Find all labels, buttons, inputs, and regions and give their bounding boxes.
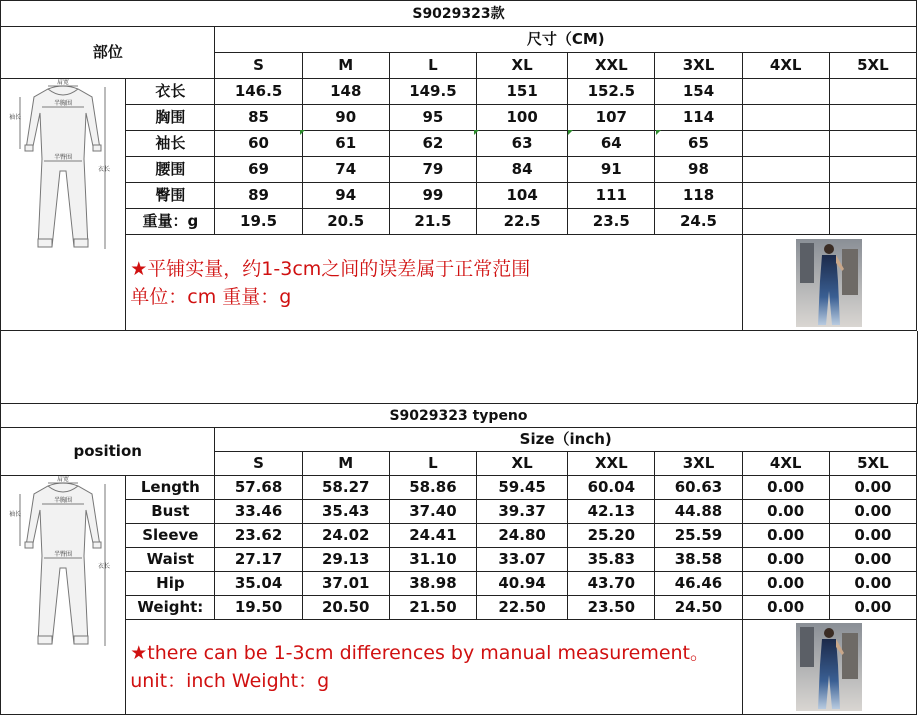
cell: 0.00 [742,524,829,548]
table-row [1,500,917,524]
row-label: 腰围 [126,157,215,183]
note-line-1: ★平铺实量，约1-3cm之间的误差属于正常范围 [130,257,531,280]
diagram-label-bust: 半胸围 [54,100,73,107]
cell: 0.00 [829,500,916,524]
cell: 0.00 [829,572,916,596]
cell: 20.5 [302,209,389,235]
cell: 99 [389,183,476,209]
row-label: 臀围 [126,183,215,209]
note-cell [126,235,742,331]
size-label: M [302,53,389,79]
cell: 46.46 [655,572,742,596]
cell: 35.04 [215,572,302,596]
cell [742,157,829,183]
jumpsuit-diagram-icon [8,79,118,259]
table-row [1,596,917,620]
cell: 23.62 [215,524,302,548]
cell: 148 [302,79,389,105]
size-label: 5XL [829,53,916,79]
cell: 24.80 [477,524,568,548]
cell: 74 [302,157,389,183]
size-header: Size（inch) [215,428,917,452]
garment-diagram-cell [1,476,126,715]
table-row [1,79,917,105]
size-label: XXL [568,53,655,79]
cell: 22.50 [477,596,568,620]
cell: 118 [655,183,742,209]
cell: 37.40 [389,500,476,524]
cell: 22.5 [477,209,568,235]
cell: 69 [215,157,302,183]
garment-diagram-cell [1,79,126,331]
cell: 62 [389,131,476,157]
cell: 23.50 [568,596,655,620]
cell: 60.63 [655,476,742,500]
cell: 149.5 [389,79,476,105]
cell: 154 [655,79,742,105]
cell: 0.00 [742,500,829,524]
size-label: L [389,452,476,476]
cell: 151 [477,79,568,105]
cell: 39.37 [477,500,568,524]
diagram-label-shoulder: 肩宽 [57,476,70,483]
cell [829,209,916,235]
cell: 0.00 [742,596,829,620]
cell: 61 [302,131,389,157]
size-label: XL [477,452,568,476]
cell: 33.07 [477,548,568,572]
cell: 90 [302,105,389,131]
row-label: Bust [126,500,215,524]
cell [742,131,829,157]
cell: 94 [302,183,389,209]
table-title: S9029323 typeno [1,404,917,428]
cell: 31.10 [389,548,476,572]
table-row [1,183,917,209]
cell [742,183,829,209]
cell: 20.50 [302,596,389,620]
cell: 24.41 [389,524,476,548]
cell: 60 [215,131,302,157]
cell: 38.58 [655,548,742,572]
cell: 91 [568,157,655,183]
table-row [1,524,917,548]
size-label: 3XL [655,53,742,79]
cell: 27.17 [215,548,302,572]
size-label: 5XL [829,452,916,476]
size-header: 尺寸（CM) [215,27,917,53]
row-label: 胸围 [126,105,215,131]
diagram-label-hip: 半臀围 [54,154,73,161]
table-row [1,157,917,183]
cell: 0.00 [742,572,829,596]
diagram-label-sleeve: 袖长 [9,114,22,121]
cell: 43.70 [568,572,655,596]
cell: 25.59 [655,524,742,548]
table-row [1,572,917,596]
cell: 64 [568,131,655,157]
cell: 35.43 [302,500,389,524]
cell [829,183,916,209]
table-row [1,209,917,235]
cell [742,209,829,235]
cell: 24.50 [655,596,742,620]
cell: 21.50 [389,596,476,620]
cell: 111 [568,183,655,209]
model-photo-icon [796,623,862,711]
size-label: XL [477,53,568,79]
cell: 0.00 [742,476,829,500]
note-line-2: unit：inch Weight：g [130,670,330,692]
cell: 84 [477,157,568,183]
cell: 98 [655,157,742,183]
cell: 107 [568,105,655,131]
cell: 0.00 [742,548,829,572]
cell: 19.50 [215,596,302,620]
cell: 29.13 [302,548,389,572]
model-photo-icon [796,239,862,327]
size-table-cn [0,0,917,331]
cell: 58.27 [302,476,389,500]
cell: 40.94 [477,572,568,596]
cell: 79 [389,157,476,183]
cell: 38.98 [389,572,476,596]
cell: 24.02 [302,524,389,548]
photo-cell [742,235,916,331]
cell: 65 [655,131,742,157]
cell [829,79,916,105]
diagram-label-sleeve: 袖长 [9,511,22,518]
position-header: position [1,428,215,476]
cell: 0.00 [829,476,916,500]
cell: 58.86 [389,476,476,500]
row-label: 衣长 [126,79,215,105]
row-label: 重量：g [126,209,215,235]
cell: 21.5 [389,209,476,235]
position-header: 部位 [1,27,215,79]
cell: 0.00 [829,548,916,572]
cell: 57.68 [215,476,302,500]
size-label: 3XL [655,452,742,476]
row-label: Hip [126,572,215,596]
cell: 0.00 [829,596,916,620]
table-row [1,105,917,131]
cell: 85 [215,105,302,131]
cell [829,131,916,157]
cell [742,79,829,105]
diagram-label-bust: 半胸围 [54,497,73,504]
note-line-2: 单位：cm 重量：g [130,285,292,308]
cell: 104 [477,183,568,209]
cell: 19.5 [215,209,302,235]
spacer [0,331,918,404]
cell: 33.46 [215,500,302,524]
diagram-label-hip: 半臀围 [54,551,73,558]
jumpsuit-diagram-icon [8,476,118,656]
table-row [1,476,917,500]
cell: 59.45 [477,476,568,500]
row-label: Waist [126,548,215,572]
diagram-label-shoulder: 肩宽 [57,79,70,86]
row-label: Sleeve [126,524,215,548]
diagram-label-length: 衣长 [98,563,111,570]
cell: 146.5 [215,79,302,105]
table-title: S9029323款 [1,1,917,27]
size-label: XXL [568,452,655,476]
cell: 60.04 [568,476,655,500]
size-table-en [0,403,917,715]
size-label: 4XL [742,452,829,476]
cell: 23.5 [568,209,655,235]
note-cell [126,620,742,715]
size-label: S [215,452,302,476]
cell: 114 [655,105,742,131]
table-row [1,131,917,157]
size-label: S [215,53,302,79]
cell [829,105,916,131]
size-label: 4XL [742,53,829,79]
size-label: M [302,452,389,476]
diagram-label-length: 衣长 [98,166,111,173]
size-label: L [389,53,476,79]
cell: 44.88 [655,500,742,524]
cell: 25.20 [568,524,655,548]
row-label: Weight: [126,596,215,620]
cell: 152.5 [568,79,655,105]
cell: 0.00 [829,524,916,548]
cell: 89 [215,183,302,209]
cell: 37.01 [302,572,389,596]
cell: 42.13 [568,500,655,524]
cell [829,157,916,183]
row-label: Length [126,476,215,500]
cell [742,105,829,131]
photo-cell [742,620,916,715]
cell: 63 [477,131,568,157]
row-label: 袖长 [126,131,215,157]
cell: 100 [477,105,568,131]
cell: 24.5 [655,209,742,235]
note-line-1: ★there can be 1-3cm differences by manual measurement。 [130,642,710,664]
cell: 35.83 [568,548,655,572]
table-row [1,548,917,572]
cell: 95 [389,105,476,131]
